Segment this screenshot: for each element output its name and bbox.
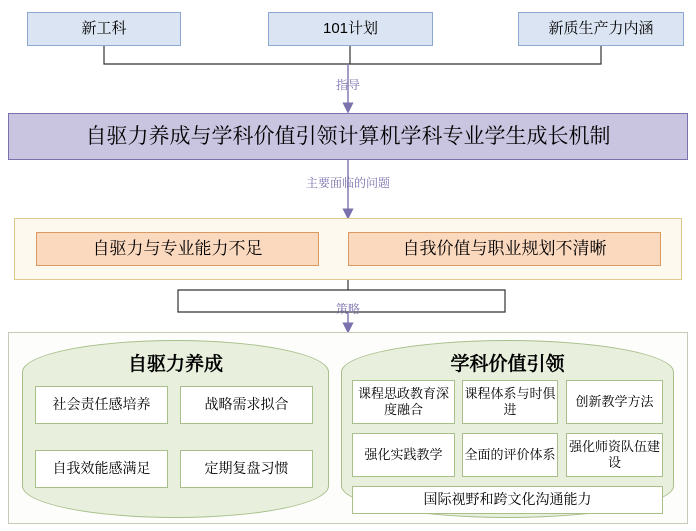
panel-heading-self-drive: 自驱力养成: [127, 354, 223, 375]
list-item[interactable]: 全面的评价体系: [462, 433, 558, 477]
list-item[interactable]: 课程思政教育深度融合: [352, 380, 455, 424]
list-item[interactable]: 课程体系与时俱进: [462, 380, 558, 424]
list-item[interactable]: 强化师资队伍建设: [566, 433, 663, 477]
problem-box-2[interactable]: 自我价值与职业规划不清晰: [348, 232, 661, 266]
list-item[interactable]: 国际视野和跨文化沟通能力: [352, 486, 663, 514]
list-item[interactable]: 社会责任感培养: [35, 386, 168, 424]
panel-heading-discipline-value: 学科价值引领: [450, 354, 565, 375]
top-box-new-productivity[interactable]: 新质生产力内涵: [518, 12, 684, 46]
list-item[interactable]: 战略需求拟合: [180, 386, 313, 424]
list-item[interactable]: 强化实践教学: [352, 433, 455, 477]
connector-label-problems: 主要面临的问题: [305, 176, 390, 190]
top-box-xingongke[interactable]: 新工科: [27, 12, 181, 46]
problem-box-1[interactable]: 自驱力与专业能力不足: [36, 232, 319, 266]
main-title-box: 自驱力养成与学科价值引领计算机学科专业学生成长机制: [8, 113, 688, 160]
connector-label-guide: 指导: [335, 78, 360, 92]
connector-label-strategy: 策略: [335, 302, 360, 316]
list-item[interactable]: 定期复盘习惯: [180, 450, 313, 488]
list-item[interactable]: 创新教学方法: [566, 380, 663, 424]
list-item[interactable]: 自我效能感满足: [35, 450, 168, 488]
top-box-101plan[interactable]: 101计划: [268, 12, 433, 46]
